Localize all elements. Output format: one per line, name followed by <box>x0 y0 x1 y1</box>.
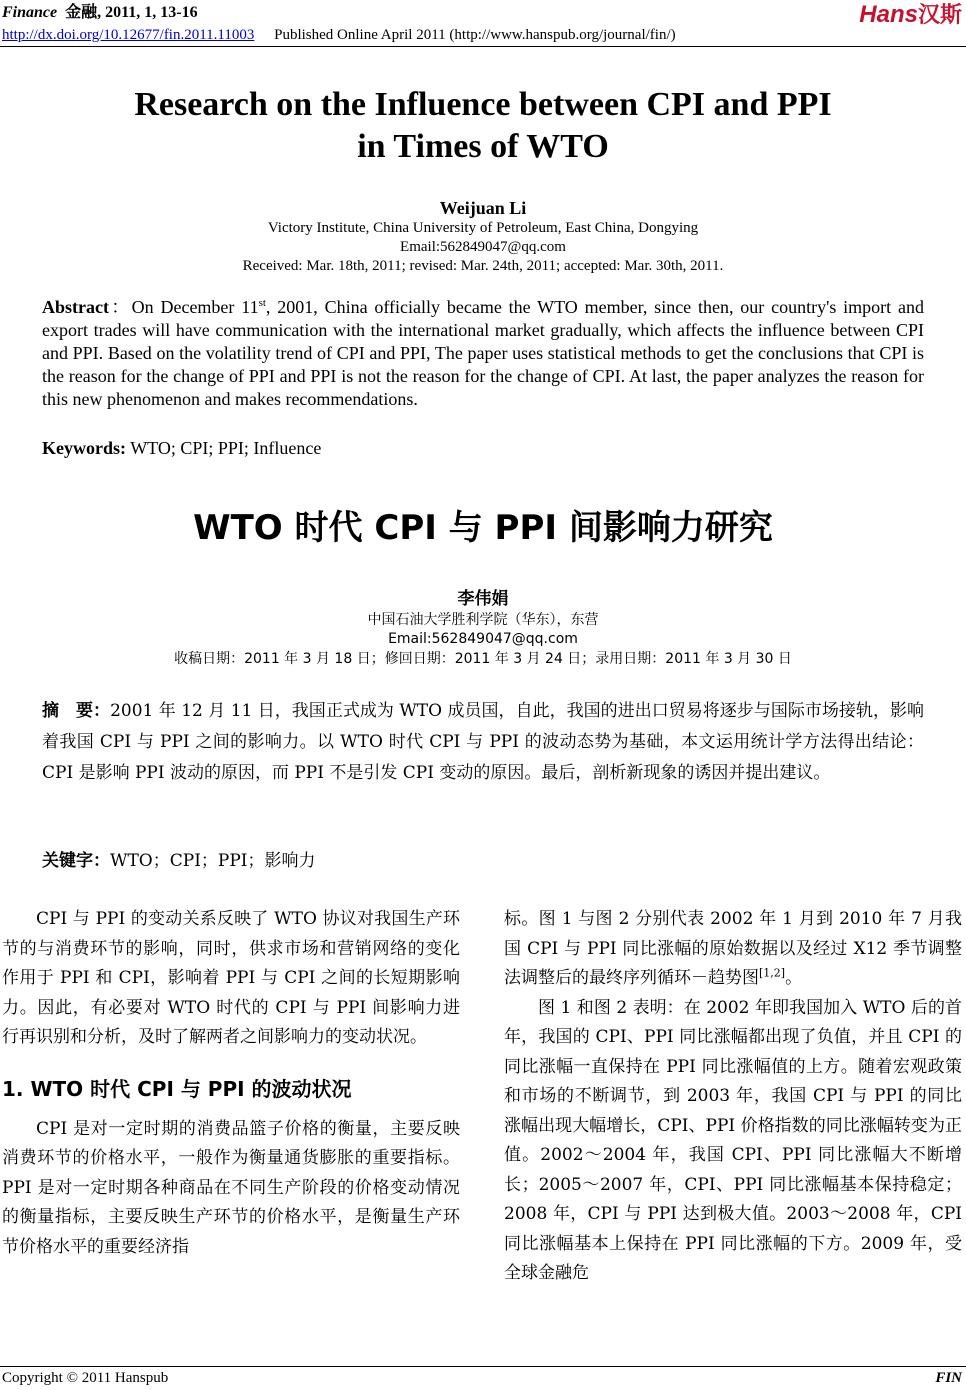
section-heading: 1. WTO 时代 CPI 与 PPI 的波动状况 <box>2 1076 352 1101</box>
journal-issue: , 2011, 1, 13-16 <box>97 4 198 21</box>
header-rule <box>0 46 966 47</box>
published-online: Published Online April 2011 (http://www.hanspub.org/journal/fin/) <box>274 27 676 43</box>
footer-rule <box>0 1366 966 1367</box>
keywords-label: Keywords: <box>42 438 126 458</box>
journal-name-cn: 金融 <box>65 4 98 21</box>
body-paragraph: CPI 与 PPI 的变动关系反映了 WTO 协议对我国生产环节的与消费环节的影响，同时，供求市场和营销网络的变化作用于 PPI 和 CPI，影响着 PPI 与 CPI 之间的长短期影响力。因此，有必要对 WTO 时代的 CPI 与 PPI 间影响力进行再识别和分析，及时了解两者之间影响力的变动状况。 <box>2 909 460 1047</box>
keywords-value: WTO; CPI; PPI; Influence <box>130 438 322 458</box>
logo-text-cn: 汉斯 <box>917 3 962 28</box>
footer-copyright: Copyright © 2011 Hanspub <box>2 1370 169 1386</box>
body-column-right <box>504 905 962 1289</box>
author-name-cn: 李伟娟 <box>457 589 509 609</box>
received-dates-cn: 收稿日期：2011 年 3 月 18 日；修回日期：2011 年 3 月 24 日；录用日期：2011 年 3 月 30 日 <box>174 651 792 667</box>
abstract-text: , 2001, China officially became the WTO member, since then, our country's import and export trades will have communication with the international market gradually, which affects the influence between CPI and PPI. Based on the volatility trend of CPI and PPI, The paper uses statistical methods to get the conclusions that CPI is the reason for the change of PPI and PPI is not the reason for the change of CPI. At last, the paper analyzes the reason for this new phenomenon and makes recommendations. <box>42 297 924 409</box>
abstract-label-cn: 摘 要： <box>42 701 111 721</box>
title-line-1: Research on the Influence between CPI and PPI <box>134 86 832 123</box>
body-paragraph: 图 1 和图 2 表明：在 2002 年即我国加入 WTO 后的首年，我国的 CPI、PPI 同比涨幅都出现了负值，并且 CPI 的同比涨幅一直保持在 PPI 同比涨幅值的上方。随着宏观政策和市场的不断调节，到 2003 年，我国 CPI 与 PPI 的同比涨幅出现大幅增长，CPI、PPI 价格指数的同比涨幅转变为正值。2002～2004 年，我国 CPI、PPI 同比涨幅大不断增长；2005～2007 年，CPI、PPI 同比涨幅基本保持稳定；2008 年，CPI 与 PPI 达到极大值。2003～2008 年，CPI 同比涨幅基本上保持在 PPI 同比涨幅的下方。2009 年，受全球金融危 <box>504 997 962 1283</box>
author-email-cn: Email:562849047@qq.com <box>388 631 578 647</box>
keywords-value-cn: WTO；CPI；PPI；影响力 <box>110 851 316 871</box>
author-affiliation: Victory Institute, China University of Petroleum, East China, Dongying <box>267 220 699 236</box>
received-dates: Received: Mar. 18th, 2011; revised: Mar. 24th, 2011; accepted: Mar. 30th, 2011. <box>242 258 724 274</box>
doi-line <box>2 25 676 45</box>
logo-text-en: Hans <box>859 1 918 28</box>
abstract-en: Abstract：On December 11st, 2001, China officially became the WTO member, since then, our country's import and export trades will have communication with the international market gradually, which affects the influence between CPI and PPI. Based on the volatility trend of CPI and PPI, The paper uses statistical methods to get the conclusions that CPI is the reason for the change of PPI and PPI is not the reason for the change of CPI. At last, the paper analyzes the reason for this new phenomenon and makes recommendations. <box>42 297 924 409</box>
abstract-label: Abstract <box>42 297 109 317</box>
author-email: Email:562849047@qq.com <box>400 239 566 255</box>
citation-ref[interactable]: [1,2] <box>759 966 786 980</box>
title-line-2: in Times of WTO <box>357 128 609 165</box>
journal-header <box>2 2 198 24</box>
abstract-cn <box>42 696 924 789</box>
author-name: Weijuan Li <box>439 198 527 218</box>
paper-title <box>0 84 966 168</box>
journal-name: Finance <box>2 4 58 21</box>
keywords-label-cn: 关键字： <box>42 851 110 871</box>
doi-link[interactable]: http://dx.doi.org/10.12677/fin.2011.11003 <box>2 27 255 43</box>
footer-journal-abbr: FIN <box>935 1370 962 1386</box>
body-column-left <box>2 905 460 1262</box>
body-paragraph: 标。图 1 与图 2 分别代表 2002 年 1 月到 2010 年 7 月我国 CPI 与 PPI 同比涨幅的原始数据以及经过 X12 季节调整法调整后的最终序列循环－趋势图[1,2]。 <box>504 909 962 988</box>
paper-title-cn: WTO 时代 CPI 与 PPI 间影响力研究 <box>193 508 773 548</box>
body-paragraph: CPI 是对一定时期的消费品篮子价格的衡量，主要反映消费环节的价格水平，一般作为衡量通货膨胀的重要指标。PPI 是对一定时期各种商品在不同生产阶段的价格变动情况的衡量指标，主要反映生产环节的价格水平，是衡量生产环节价格水平的重要经济指 <box>2 1118 460 1257</box>
keywords-en <box>42 438 321 459</box>
abstract-text-cn: 2001 年 12 月 11 日，我国正式成为 WTO 成员国，自此，我国的进出口贸易将逐步与国际市场接轨，影响着我国 CPI 与 PPI 之间的影响力。以 WTO 时代 CPI 与 PPI 的波动态势为基础，本文运用统计学方法得出结论：CPI 是影响 PPI 波动的原因，而 PPI 不是引发 CPI 变动的原因。最后，剖析新现象的诱因并提出建议。 <box>42 701 924 783</box>
author-affiliation-cn: 中国石油大学胜利学院（华东），东营 <box>367 612 599 628</box>
publisher-logo <box>859 0 962 31</box>
keywords-cn <box>42 846 316 871</box>
